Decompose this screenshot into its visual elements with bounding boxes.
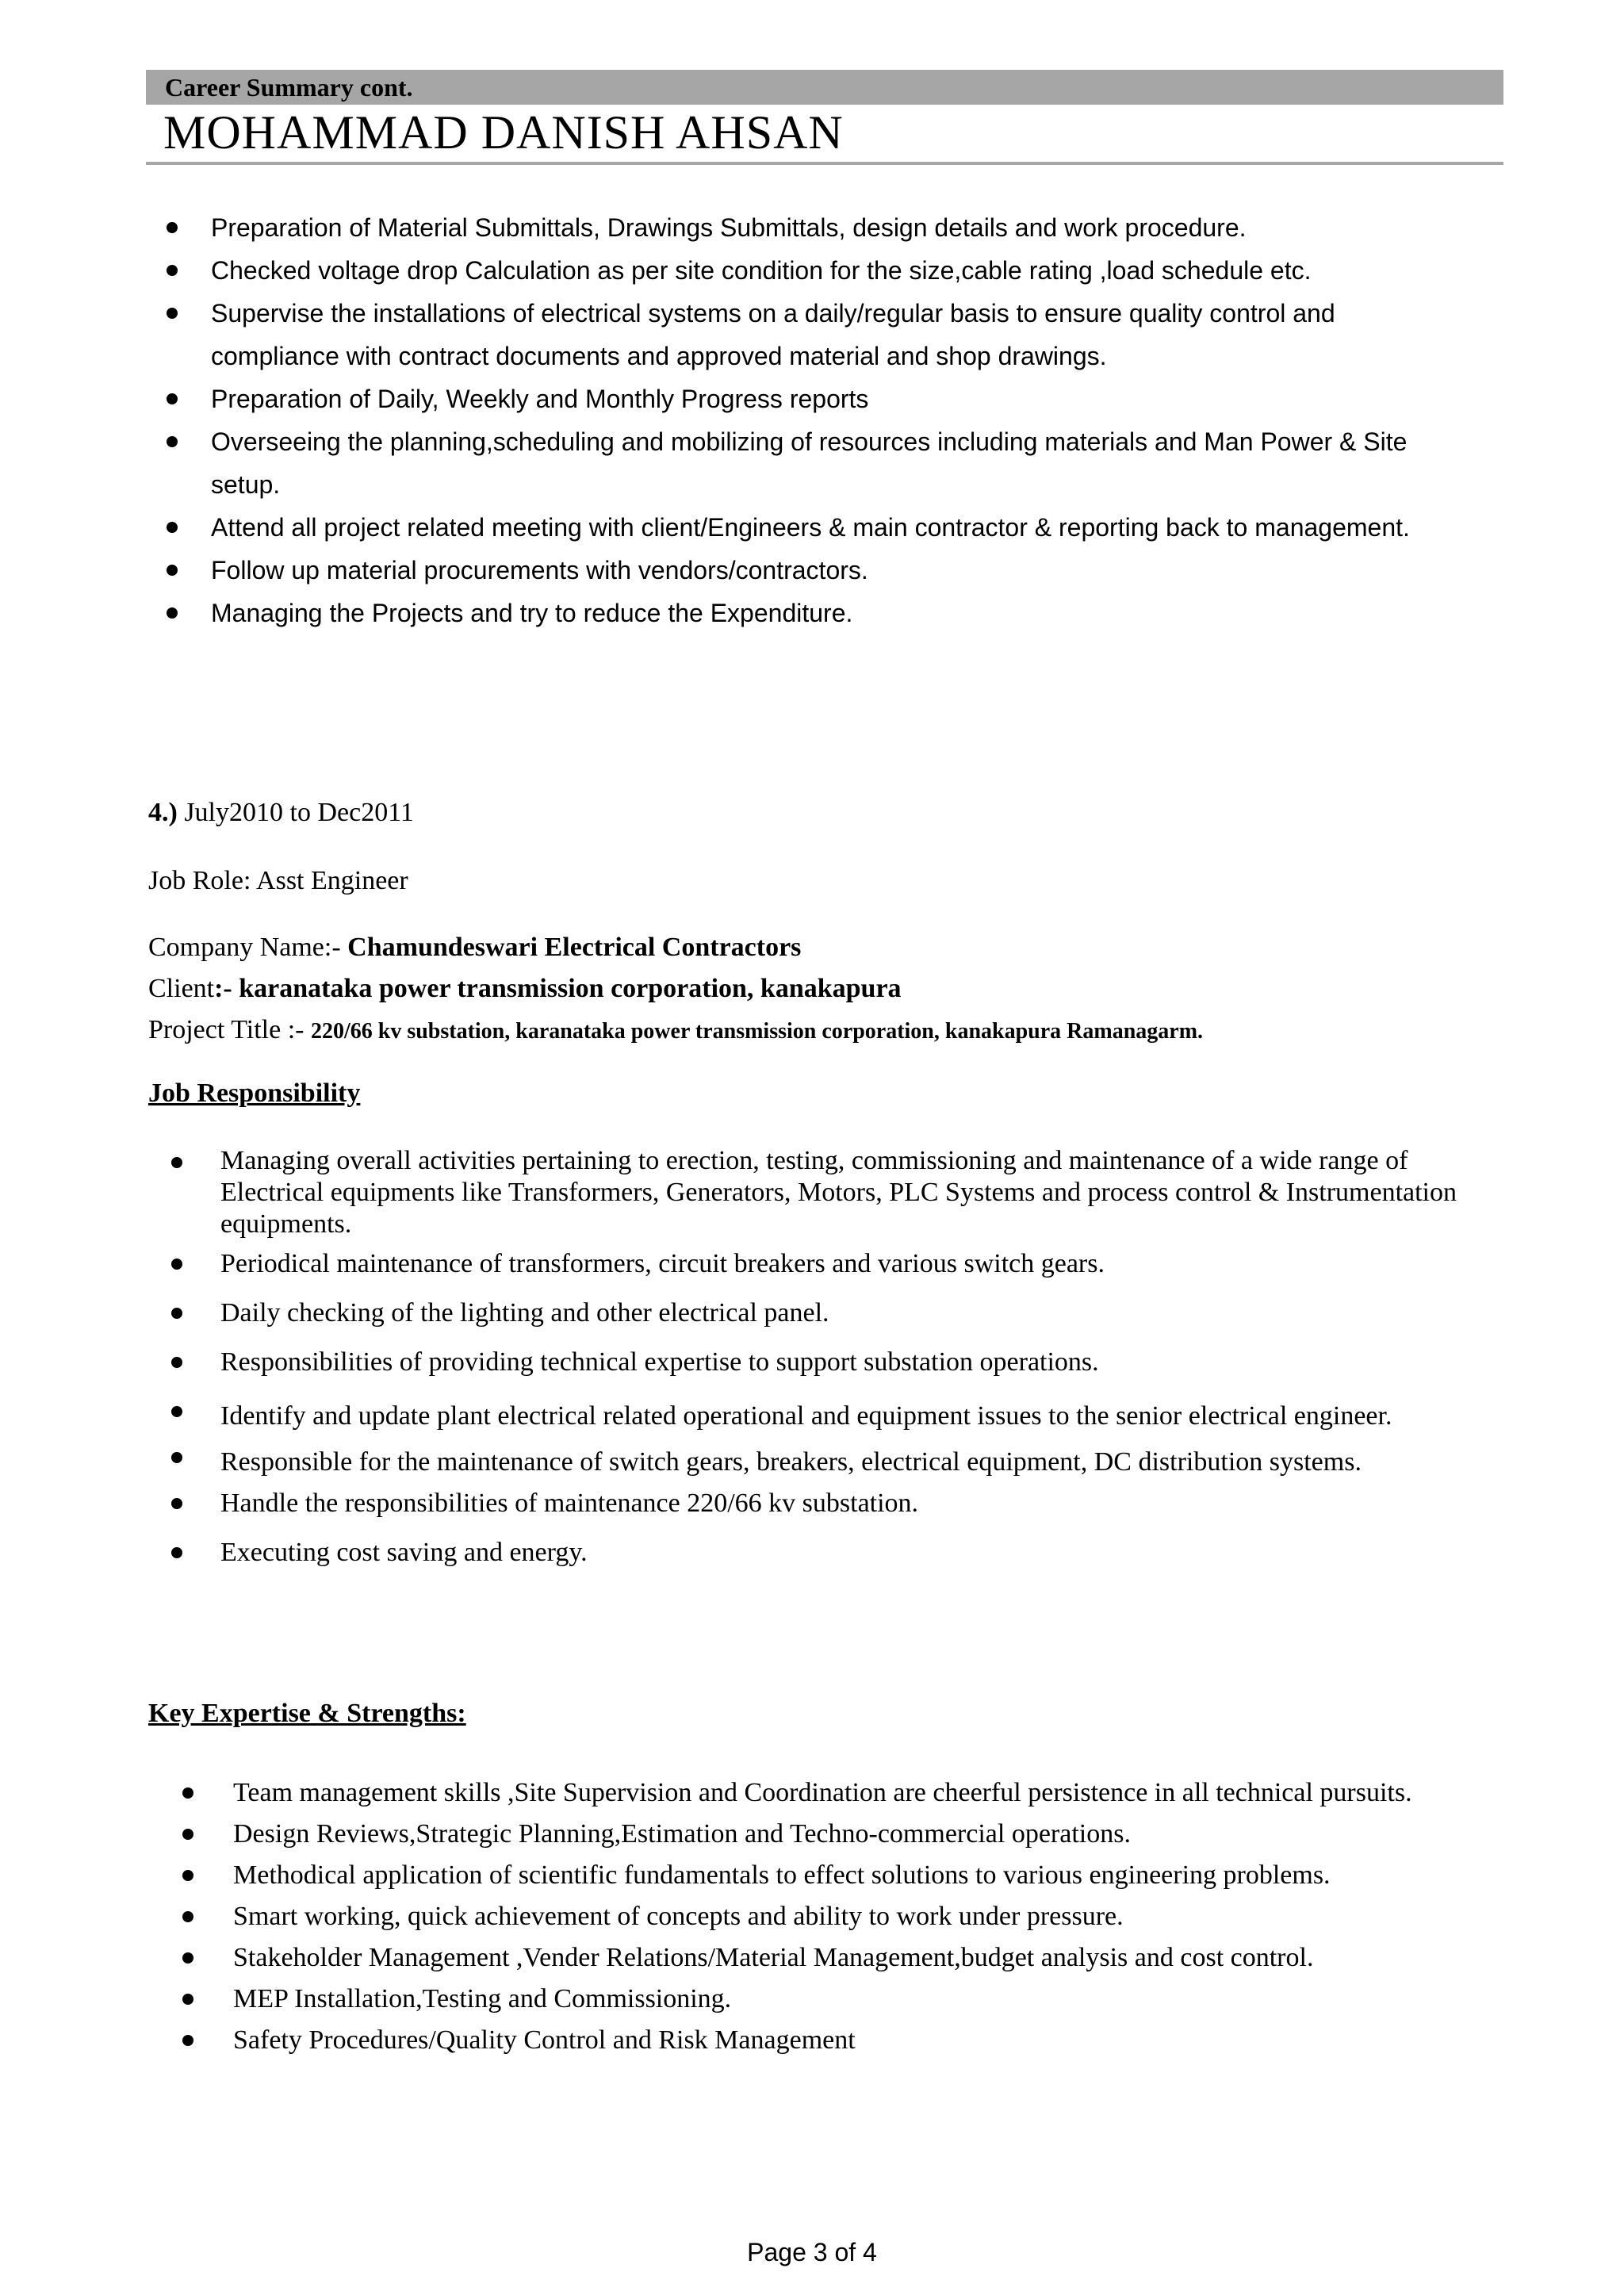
bullet-icon [182, 1829, 193, 1840]
list-item: Responsible for the maintenance of switch gears, breakers, electrical equipment, DC distribution systems. [171, 1440, 1488, 1485]
list-item: Preparation of Material Submittals, Drawings Submittals, design details and work procedure. [167, 206, 1467, 249]
bullet-icon [182, 1870, 193, 1881]
bullet-icon [171, 1547, 182, 1558]
bullet-icon [182, 1994, 193, 2005]
client-value: :- karanataka power transmission corporation, kanakapura [214, 974, 902, 1003]
project-title [148, 1015, 1203, 1045]
list-item: Preparation of Daily, Weekly and Monthly Progress reports [167, 377, 1467, 420]
list-item: MEP Installation,Testing and Commissioning. [182, 1979, 1491, 2019]
bullet-icon [167, 393, 178, 404]
job-role-label: Job Role: [148, 866, 257, 895]
key-expertise-heading: Key Expertise & Strengths: [148, 1699, 466, 1728]
job-role-value: Asst Engineer [256, 866, 408, 895]
list-item: Smart working, quick achievement of concepts and ability to work under pressure. [182, 1897, 1491, 1937]
list-item: Attend all project related meeting with client/Engineers & main contractor & reporting back to management. [167, 506, 1467, 549]
client-label: Client [148, 974, 215, 1003]
list-item: Overseeing the planning,scheduling and mobilizing of resources including materials and Man Power & Site setup. [167, 420, 1467, 506]
bullet-icon [171, 1498, 182, 1509]
responsibilities-list [167, 206, 1467, 634]
list-item: Periodical maintenance of transformers, circuit breakers and various switch gears. [171, 1247, 1488, 1282]
list-item: Checked voltage drop Calculation as per site condition for the size,cable rating ,load schedule etc. [167, 249, 1467, 292]
job-number: 4.) [148, 798, 178, 827]
bullet-icon [182, 1787, 193, 1799]
company-name [148, 933, 801, 963]
bullet-icon [167, 308, 178, 319]
job-role [148, 866, 408, 896]
list-item: Managing overall activities pertaining to erection, testing, commissioning and maintenance of a wide range of Electrical equipments like Transformers, Generators, Motors, PLC Systems and process control & Instrumentation equipments. [171, 1145, 1488, 1240]
section-label: Career Summary cont. [146, 70, 1503, 105]
list-item: Supervise the installations of electrical systems on a daily/regular basis to ensure quality control and compliance with contract documents and approved material and shop drawings. [167, 292, 1467, 377]
page-header [146, 70, 1503, 165]
candidate-name: MOHAMMAD DANISH AHSAN [163, 106, 844, 159]
bullet-icon [182, 1911, 193, 1922]
bullet-icon [182, 2035, 193, 2046]
bullet-icon [167, 265, 178, 276]
list-item: Follow up material procurements with vendors/contractors. [167, 549, 1467, 592]
list-item: Stakeholder Management ,Vender Relations/Material Management,budget analysis and cost control. [182, 1938, 1491, 1978]
project-label: Project Title :- [148, 1015, 311, 1044]
bullet-icon [167, 222, 178, 233]
list-item: Safety Procedures/Quality Control and Risk Management [182, 2021, 1491, 2060]
page-number: Page 3 of 4 [747, 2238, 877, 2266]
job-responsibility-list [171, 1145, 1488, 1584]
job-responsibility-heading: Job Responsibility [148, 1079, 361, 1108]
list-item: Team management skills ,Site Supervision and Coordination are cheerful persistence in all technical pursuits. [182, 1773, 1491, 1813]
list-item: Methodical application of scientific fundamentals to effect solutions to various engineering problems. [182, 1856, 1491, 1895]
bullet-icon [171, 1357, 182, 1368]
list-item: Managing the Projects and try to reduce the Expenditure. [167, 592, 1467, 634]
header-divider [146, 162, 1503, 165]
bullet-icon [171, 1157, 182, 1168]
project-value: 220/66 kv substation, karanataka power transmission corporation, kanakapura Ramanagarm. [310, 1019, 1204, 1044]
list-item: Handle the responsibilities of maintenance 220/66 kv substation. [171, 1486, 1488, 1521]
list-item: Daily checking of the lighting and other electrical panel. [171, 1296, 1488, 1331]
list-item: Identify and update plant electrical related operational and equipment issues to the senior electrical engineer. [171, 1394, 1488, 1439]
bullet-icon [171, 1406, 182, 1417]
key-expertise-list [182, 1773, 1491, 2062]
bullet-icon [167, 607, 178, 619]
company-value: Chamundeswari Electrical Contractors [347, 933, 802, 962]
client-name [148, 974, 902, 1004]
list-item: Executing cost saving and energy. [171, 1535, 1488, 1570]
bullet-icon [171, 1259, 182, 1270]
bullet-icon [171, 1452, 182, 1463]
bullet-icon [167, 436, 178, 447]
company-label: Company Name:- [148, 933, 348, 962]
bullet-icon [167, 522, 178, 533]
bullet-icon [182, 1952, 193, 1964]
list-item: Design Reviews,Strategic Planning,Estimation and Techno-commercial operations. [182, 1814, 1491, 1854]
list-item: Responsibilities of providing technical expertise to support substation operations. [171, 1345, 1488, 1380]
job-period [148, 798, 414, 828]
bullet-icon [171, 1308, 182, 1319]
job-dates: July2010 to Dec2011 [177, 798, 414, 827]
bullet-icon [167, 565, 178, 576]
